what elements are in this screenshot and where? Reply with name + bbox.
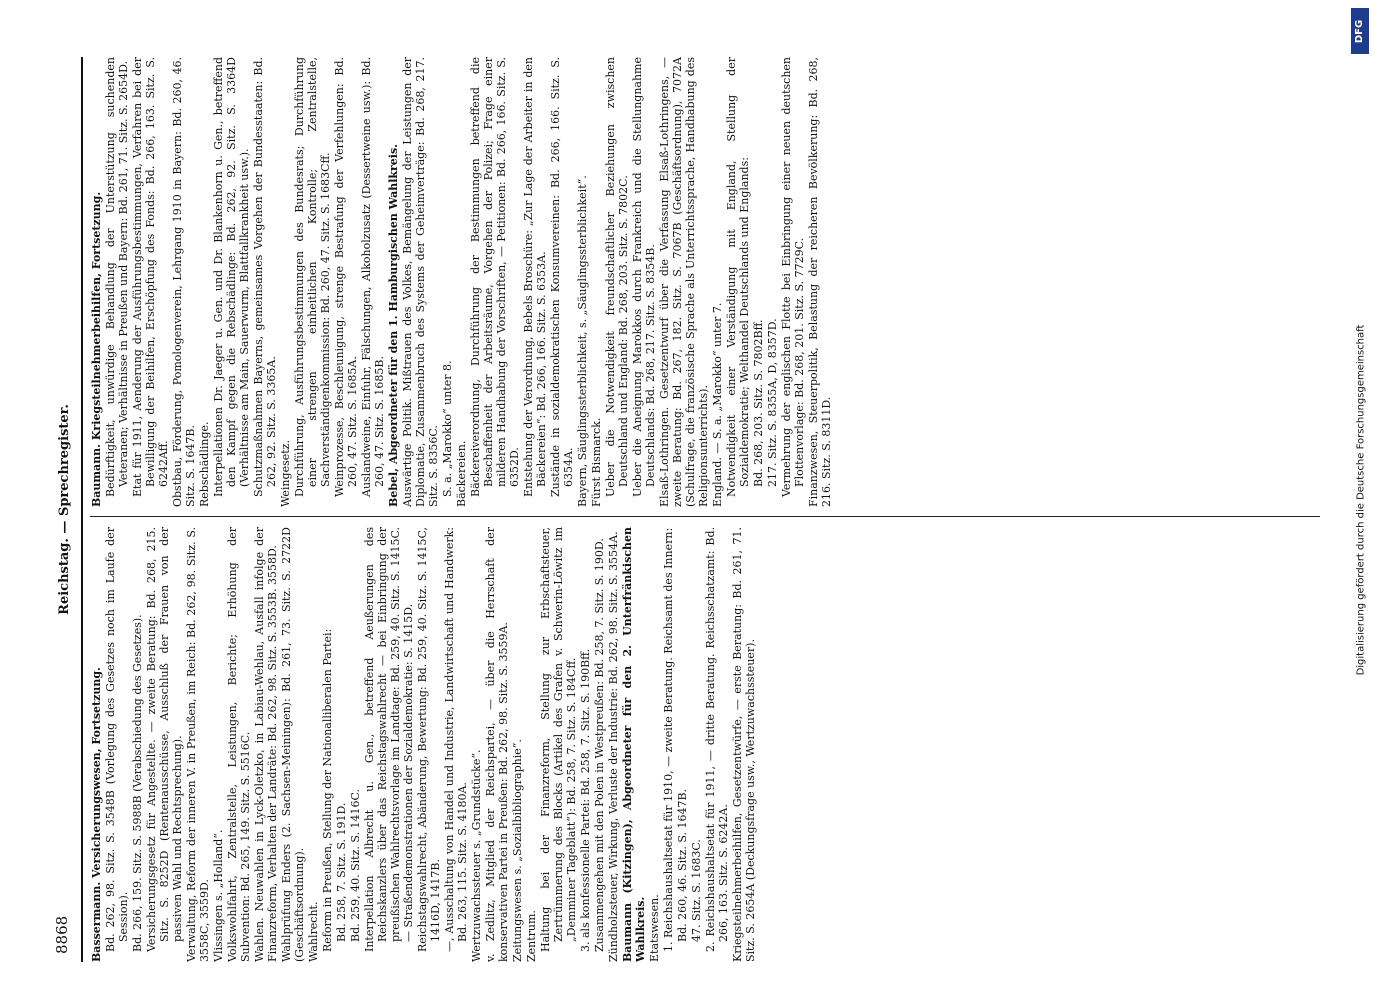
register-entry: Zusammengehen mit den Polen in Westpreußen: Bd. 258, 7. Sitz. S. 190D. [593, 538, 606, 952]
register-entry: Weinprozesse, Beschleunigung, strenge Bestrafung der Verfehlungen: Bd. 260, 47. Sitz. S. 1685A. [333, 57, 359, 497]
register-entry: Interpellationen Dr. Jaeger u. Gen. und Dr. Blankenhorn u. Gen., betreffend den Kampf gegen die Rebschädlinge: Bd. 262, 92. Sitz. S. 3364D (Verhältnisse am Main, Sauerwurm, Blattfallkrankheit usw.). [212, 57, 251, 497]
dfg-logo [1351, 8, 1369, 54]
register-entry: Zustände in sozialdemokratischen Konsumvereinen: Bd. 266, 166. Sitz. S. 6354A. [549, 57, 575, 497]
register-entry: Bd. 259, 40. Sitz. S. 1416C. [349, 788, 362, 942]
page-number: 8868 [53, 915, 71, 954]
right-column [90, 57, 1320, 507]
register-entry: Auslandweine, Einfuhr, Fälschungen, Alkoholzusatz (Dessertweine usw.): Bd. 260, 47. Sitz. S. 1685B. [360, 57, 386, 497]
page-header [50, 57, 80, 962]
register-entry: Auswärtige Politik. Mißtrauen des Volkes, Bemängelung der Leistungen der Diplomatie, Zusammenbruch des Systems der Geheimverträge: Bd. 268, 217. Sitz. S. 8356C. [401, 57, 440, 507]
entry-heading: Baumann. Kriegsteilnehmerbeihilfen, Fortsetzung. [90, 191, 103, 507]
register-entry: Bd. 266, 159. Sitz. S. 5988B (Verabschiedung des Gesetzes). [131, 614, 144, 952]
register-entry: Versicherungsgesetz für Angestellte. — zweite Beratung: Bd. 268, 215. Sitz. S. 8252D (Rentenausschüsse, Ausschluß der Frauen von der passiven Wahl und Rechtsprechung). [145, 527, 184, 952]
entry-heading: Bassermann. Versicherungswesen, Fortsetzung. [90, 667, 103, 962]
register-entry: Vlissingen s. „Holland“. [212, 829, 225, 962]
register-entry: England. — S. a. „Marokko“ unter 7. [711, 302, 724, 507]
register-entry: Reichstagswahlrecht, Abänderung, Bewertung: Bd. 259, 40. Sitz. S. 1415C, 1416D, 1417B. [416, 527, 442, 952]
register-entry: Wahlen. Neuwahlen in Lyck-Oletzko, in Labiau-Wehlau, Ausfall infolge der Finanzreform, Verhalten der Landräte: Bd. 262, 98. Sitz. S. 3553B. 3558D. [253, 527, 279, 962]
register-entry: Volkswohlfahrt, Zentralstelle, Leistungen, Berichte; Erhöhung der Subvention: Bd. 265, 149. Sitz. S. 5516C. [226, 527, 252, 962]
register-entry: Entstehung der Verordnung, Bebels Broschüre: „Zur Lage der Arbeiter in den Bäckereien“: Bd. 266, 166. Sitz. S. 6353A. [522, 57, 548, 497]
register-entry: Fürst Bismarck. [590, 417, 603, 507]
column-divider [90, 516, 1320, 517]
register-entry: Ueber die Notwendigkeit freundschaftlicher Beziehungen zwischen Deutschland und England: Bd. 268, 203. Sitz. S. 7802C. [604, 57, 630, 497]
dfg-logo-text: DFG [1354, 19, 1366, 43]
register-entry: Bäckereiverordnung, Durchführung der Bestimmungen betreffend die Beschaffenheit der Arbeitsräume, Vorgehen der Polizei; Frage einer milderen Handhabung der Vorschriften, — Petitionen: Bd. 266, 166. Sitz. S. 6352D. [469, 57, 521, 497]
register-entry: Bäckereien. [455, 440, 468, 507]
register-entry: Interpellation Albrecht u. Gen., betreffend Aeußerungen des Reichskanzlers über das Reichstagswahlrecht — bei Einbringung der preußischen Wahlrechtsvorlage im Landtage: Bd. 259, 40. Sitz. S. 1415C. — Straßendemonstrationen der Sozialdemokratie: S. 1415D. [363, 527, 415, 952]
register-entry: Bd. 262, 98. Sitz. S. 3548B (Vorlegung des Gesetzes noch im Laufe der Session). [104, 527, 130, 952]
register-entry: Schutzmaßnahmen Bayerns, gemeinsames Vorgehen der Bundesstaaten: Bd. 262, 92. Sitz. S. 3365A. [252, 57, 278, 497]
register-entry: Vermehrung der englischen Flotte bei Einbringung einer neuen deutschen Flottenvorlage: Bd. 268, 201. Sitz. S. 7729C. [780, 57, 806, 497]
register-entry: 217. Sitz. S. 8355A, D, 8357D. [766, 318, 779, 487]
register-entry: Kriegsteilnehmerbeihilfen, Gesetzentwürfe, — erste Beratung: Bd. 261, 71. Sitz. S. 2654A (Deckungsfrage usw., Wertzuwachssteuer). [731, 527, 757, 962]
register-entry: Haltung bei der Finanzreform, Stellung zur Erbschaftsteuer, Zertrümmerung des Blocks (Artikel des Grafen v. Schwerin-Löwitz im „Demminer Tageblatt“): Bd. 258, 7. Sitz. S. 184Cff. [539, 527, 578, 952]
entry-heading: Baumann (Kitzingen), Abgeordneter für den 2. Unterfränkischen Wahlkreis. [621, 527, 647, 962]
register-entry: 1. Reichshaushaltsetat für 1910, — zweite Beratung. Reichsamt des Innern: [662, 527, 675, 952]
header-rule [81, 57, 83, 962]
register-entry: Zeitungswesen s. „Sozialbibliographie“. [511, 739, 524, 962]
digitization-footer [1345, 0, 1377, 1000]
register-entry: Ueber die Aneignung Marokkos durch Frankreich und die Stellungnahme Deutschlands: Bd. 268, 217. Sitz. S. 8354B. [631, 57, 657, 497]
register-entry: Obstbau, Förderung, Pomologenverein, Lehrgang 1910 in Bayern: Bd. 260, 46. Sitz. S. 1647B. [171, 57, 197, 507]
rotated-page [50, 57, 1340, 962]
running-title: Reichstag. — Sprechregister. [57, 404, 72, 615]
register-entry: Bd. 268, 203. Sitz. S. 7802Bff. [752, 319, 765, 487]
register-entry: Notwendigkeit einer Verständigung mit England, Stellung der Sozialdemokratie; Welthandel Deutschlands und Englands: [725, 57, 751, 497]
register-entry: v. Zedlitz, Mitglied der Reichspartei, — über die Herrschaft der konservativen Partei in Preußen: Bd. 262, 98. Sitz. S. 3559A. [484, 527, 510, 962]
register-entry: Zentrum. [525, 910, 538, 962]
register-entry: Durchführung, Ausführungsbestimmungen des Bundesrats; Durchführung einer strengen einheitlichen Kontrolle; Zentralstelle, Sachverständigenkommission: Bd. 260, 47. Sitz. S. 1683Cff. [293, 57, 332, 497]
register-entry: 47. Sitz. S. 1683C. [690, 839, 703, 942]
register-entry: Verwaltung, Reform der inneren V. in Preußen, im Reich: Bd. 262, 98. Sitz. S. 3558C, 3559D. [185, 527, 211, 962]
register-entry: Etatswesen. [648, 894, 661, 962]
register-entry: Bd. 258, 7. Sitz. S. 191D. [335, 802, 348, 942]
register-entry: S. a. „Marokko“ unter 8. [441, 360, 454, 497]
digitization-note: Digitalisierung gefördert durch die Deutsche Forschungsgemeinschaft [1355, 324, 1367, 676]
register-entry: Reform in Preußen, Stellung der Nationalliberalen Partei: [321, 628, 334, 952]
register-entry: Bayern, Säuglingssterblichkeit, s. „Säuglingssterblichkeit“. [576, 175, 589, 507]
register-entry: Bd. 260, 46. Sitz. S. 1647B. [676, 788, 689, 942]
register-entry: Finanzwesen, Steuerpolitik, Belastung der reicheren Bevölkerung: Bd. 268, 216. Sitz. S. 8311D. [807, 57, 833, 507]
register-entry: —, Ausschaltung von Handel und Industrie, Landwirtschaft und Handwerk: Bd. 263, 115. Sitz. S. 4180A. [443, 527, 469, 952]
register-entry: 2. Reichshaushaltsetat für 1911, — dritte Beratung. Reichsschatzamt: Bd. 266, 163. Sitz. S. 6242A. [704, 527, 730, 952]
register-entry: Wahlrecht. [307, 901, 320, 962]
register-entry: Etat für 1911, Aenderung der Ausführungsbestimmungen, Verfahren bei der Bewilligung der Beihilfen, Erschöpfung des Fonds: Bd. 266, 163. Sitz. S. 6242Aff. [131, 57, 170, 497]
register-entry: Elsaß-Lothringen. Gesetzentwurf über die Verfassung Elsaß-Lothringens, — zweite Beratung: Bd. 267, 182. Sitz. S. 7067B (Geschäftsordnung), 7072A (Schulfrage, die französische Sprache als Unterrichtssprache, Handhabung des Religionsunterrichts). [658, 57, 710, 507]
left-column [90, 527, 1320, 962]
register-entry: Zündholzsteuer, Wirkung, Verluste der Industrie: Bd. 262, 98. Sitz. S. 3554A. [607, 531, 620, 962]
entry-heading: Bebel, Abgeordneter für den 1. Hamburgischen Wahlkreis. [387, 144, 400, 507]
register-entry: Rebschädlinge. [198, 421, 211, 507]
register-entry: 3. als konfessionelle Partei: Bd. 258, 7. Sitz. S. 190Bff. [579, 648, 592, 952]
register-entry: Bedürftigkeit, unwürdige Behandlung der Unterstützung suchenden Veteranen; Verhältnisse in Preußen und Bayern: Bd. 261, 71. Sitz. S. 2654D. [104, 57, 130, 497]
register-entry: Wahlprüfung Enders (2. Sachsen-Meiningen): Bd. 261, 73. Sitz. S. 2722D (Geschäftsordnung). [280, 527, 306, 962]
register-entry: Wertzuwachssteuer s. „Grundstücke“. [470, 749, 483, 962]
register-entry: Weingesetz. [279, 440, 292, 507]
